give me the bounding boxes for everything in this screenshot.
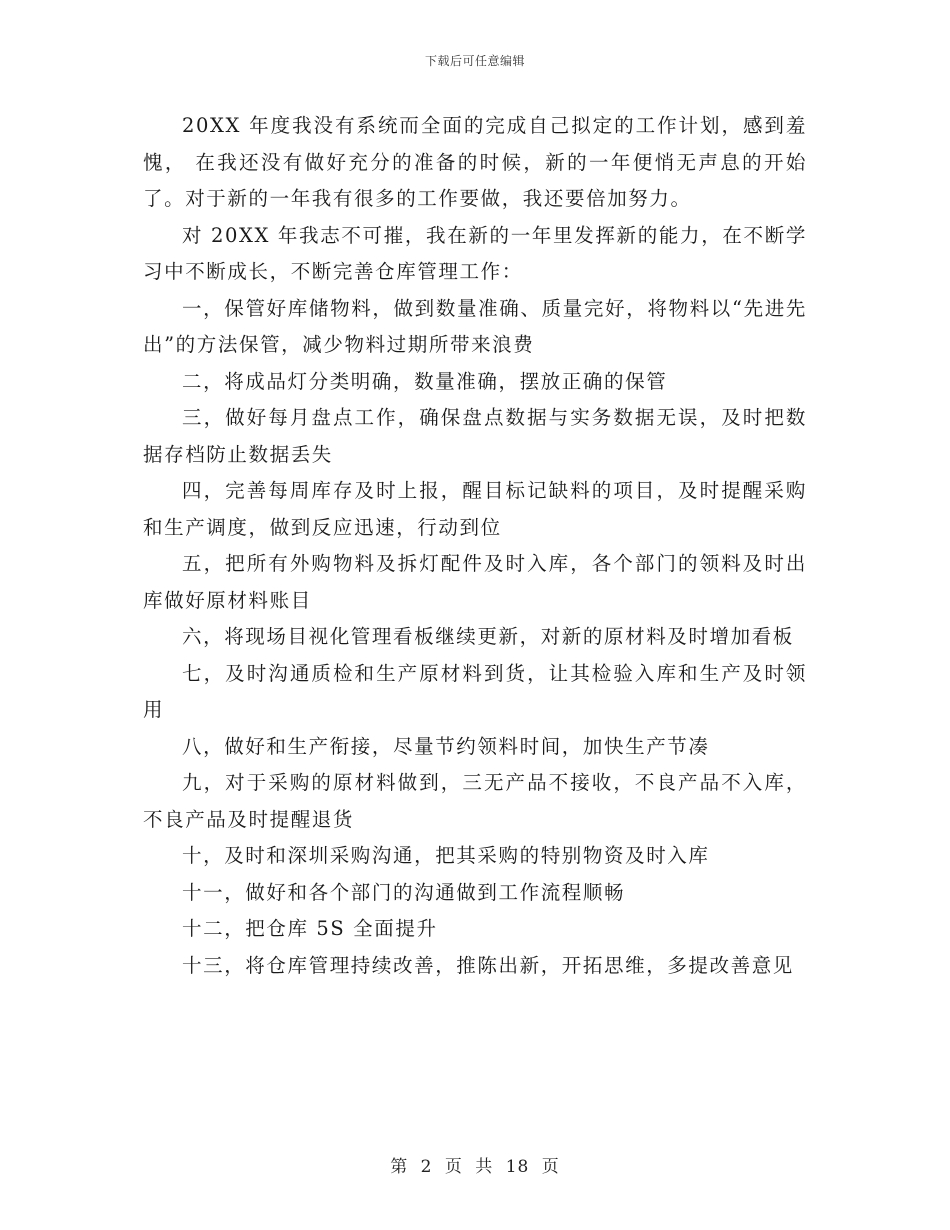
list-item: 十一，做好和各个部门的沟通做到工作流程顺畅 bbox=[182, 880, 626, 904]
list-item: 三，做好每月盘点工作，确保盘点数据与实务数据无误，及时把数据存档防止数据丢失 bbox=[143, 406, 807, 466]
list-item: 八，做好和生产衔接，尽量节约领料时间，加快生产节凑 bbox=[182, 734, 710, 758]
list-item: 九，对于采购的原材料做到，三无产品不接收，不良产品不入库，不良产品及时提醒退货 bbox=[143, 771, 807, 831]
paragraph: 对 20XX 年我志不可摧，我在新的一年里发挥新的能力，在不断学习中不断成长，不断完善仓库管理工作： bbox=[143, 223, 807, 283]
list-item: 十二，把仓库 5S 全面提升 bbox=[182, 917, 438, 940]
list-item: 十，及时和深圳采购沟通，把其采购的特别物资及时入库 bbox=[182, 844, 710, 867]
list-item: 七，及时沟通质检和生产原材料到货，让其检验入库和生产及时领用 bbox=[143, 661, 807, 721]
list-item: 六，将现场目视化管理看板继续更新，对新的原材料及时增加看板 bbox=[182, 625, 794, 648]
list-item: 二，将成品灯分类明确，数量准确，摆放正确的保管 bbox=[182, 369, 668, 393]
document-body bbox=[143, 108, 807, 984]
page-header: 下载后可任意编辑 bbox=[424, 54, 525, 68]
list-item: 四，完善每周库存及时上报，醒目标记缺料的项目，及时提醒采购和生产调度，做到反应迅速，行动到位 bbox=[143, 479, 807, 539]
paragraph: 20XX 年度我没有系统而全面的完成自己拟定的工作计划，感到羞愧， 在我还没有做好充分的准备的时候，新的一年便悄无声息的开始了。对于新的一年我有很多的工作要做，我还要倍加努力。 bbox=[143, 114, 807, 210]
list-item: 十三，将仓库管理持续改善，推陈出新，开拓思维，多提改善意见 bbox=[182, 953, 794, 977]
list-item: 五，把所有外购物料及拆灯配件及时入库，各个部门的领料及时出库做好原材料账目 bbox=[143, 552, 807, 612]
list-item: 一，保管好库储物料，做到数量准确、质量完好，将物料以“先进先出”的方法保管，减少物料过期所带来浪费 bbox=[143, 296, 807, 356]
page-number-footer: 第 2 页 共 18 页 bbox=[390, 1157, 560, 1177]
